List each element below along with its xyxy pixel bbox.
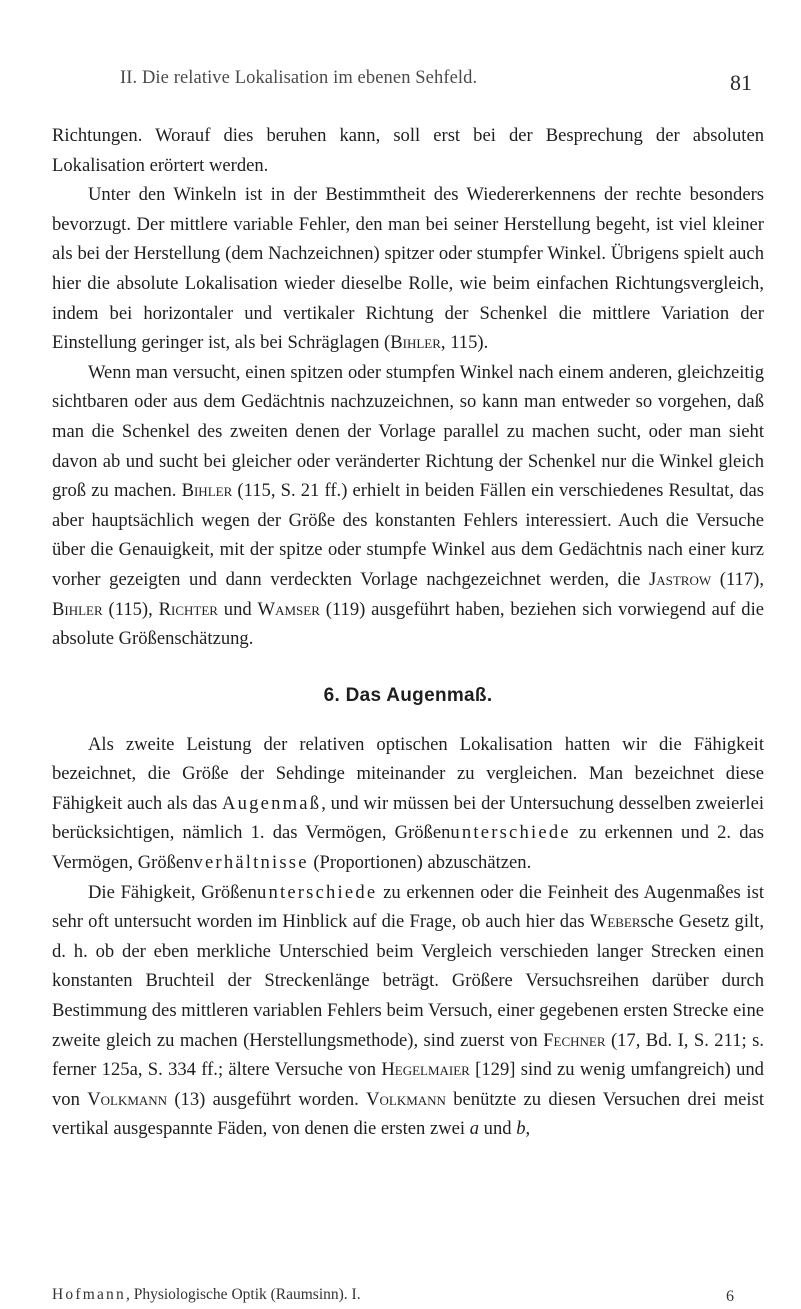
paragraph-angle-precision: Unter den Winkeln ist in der Bestimmtheit des Wiedererkennens der rechte besonders bevorzugt. Der mittlere variable Fehler, den man bei seiner Herstellung begeht, ist viel kleiner als bei der Herstellung (dem Nachzeichnen) spitzer oder stumpfer Winkel. Übrigens spielt auch hier die absolute Lokalisation wieder dieselbe Rolle, wie beim einfachen Richtungsvergleich, indem bei horizontaler und vertikaler Richtung der Schenkel die mittlere Variation der Einstellung geringer ist, als bei Schräglagen (Bihler, 115). — [52, 184, 764, 354]
author-name: Volkmann — [87, 1088, 168, 1110]
footer-citation — [52, 1286, 361, 1304]
page-footer — [52, 1286, 764, 1308]
paragraph-continuation: Richtungen. Worauf dies beruhen kann, soll erst bei der Besprechung der absoluten Lokalisation erörtert werden. — [52, 125, 764, 176]
spaced-term: Augenmaß — [222, 792, 322, 814]
variable-b: b — [516, 1118, 526, 1140]
spaced-term: unterschiede — [450, 822, 571, 844]
author-name: Hegelmaier — [381, 1059, 470, 1081]
paragraph-weber-law: Die Fähigkeit, Größenunterschiede zu erkennen oder die Feinheit des Augenmaßes ist sehr oft untersucht worden im Hinblick auf die Frage, ob auch hier das Webersche Gesetz gilt, d. h. ob der eben merkliche Unterschied beim Vergleich verschieden langer Strecken einen konstanten Bruchteil der Streckenlänge beträgt. Größere Versuchsreihen darüber durch Bestimmung des mittleren variablen Fehlers beim Versuch, einer gegebenen ersten Strecke eine zweite gleich zu machen (Herstellungsmethode), sind zuerst von Fechner (17, Bd. I, S. 211; s. ferner 125a, S. 334 ff.; ältere Versuche von Hegelmaier [129] sind zu wenig umfangreich) und von Volkmann (13) ausgeführt worden. Volkmann benützte zu diesen Versuchen drei meist vertikal ausgespannte Fäden, von denen die ersten zwei a und b, — [52, 881, 764, 1140]
page-number: 81 — [730, 70, 752, 95]
running-title: II. Die relative Lokalisation im ebenen Sehfeld. — [120, 68, 478, 88]
signature-mark: 6 — [726, 1288, 734, 1305]
author-name: Jastrow — [648, 568, 712, 590]
paragraph-augenmass-intro: Als zweite Leistung der relativen optischen Lokalisation hatten wir die Fähigkeit bezeichnet, die Größe der Sehdinge miteinander zu vergleichen. Man bezeichnet diese Fähigkeit auch als das Augenmaß, und wir müssen bei der Untersuchung desselben zweierlei berücksichtigen, nämlich 1. das Vermögen, Größenunterschiede zu erkennen und 2. das Vermögen, Größenverhältnisse (Proportionen) abzuschätzen. — [52, 733, 764, 874]
author-name: Fechner — [543, 1029, 606, 1051]
author-name: Richter — [158, 598, 218, 620]
page-body — [52, 121, 764, 1144]
author-name: Bihler — [390, 332, 441, 354]
running-head — [52, 66, 764, 100]
author-name: Wamser — [257, 598, 320, 620]
footer-source: , Physiologische Optik (Raumsinn). I. — [125, 1286, 361, 1303]
author-name: Volkmann — [366, 1088, 446, 1110]
variable-a: a — [469, 1118, 479, 1140]
author-name: Bihler — [52, 598, 103, 620]
author-name: Weber — [589, 911, 641, 933]
section-heading: 6. Das Augenmaß. — [323, 684, 493, 706]
spaced-term: unterschiede — [256, 881, 378, 903]
paragraph-angle-drawing: Wenn man versucht, einen spitzen oder stumpfen Winkel nach einem anderen, gleichzeitig sichtbaren oder aus dem Gedächtnis nachzuzeichnen, so kann man entweder so vorgehen, daß man die Schenkel des zweiten denen der Vorlage parallel zu machen sucht, oder man sieht davon ab und sucht bei gleicher oder veränderter Richtung der Schenkel nur die Winkel gleich groß zu machen. Bihler (115, S. 21 ff.) erhielt in beiden Fällen ein verschiedenes Resultat, das aber hauptsächlich wegen der Größe des konstanten Fehlers interessiert. Auch die Versuche über die Genauigkeit, mit der spitze oder stumpfe Winkel aus dem Gedächtnis nach einer kurz vorher gezeigten und dann verdeckten Vorlage nachgezeichnet werden, die Jastrow (117), Bihler (115), Richter und Wamser (119) ausgeführt haben, beziehen sich vorwiegend auf die absolute Größenschätzung. — [52, 361, 765, 650]
author-name: Bihler — [181, 480, 233, 502]
spaced-term: verhältnisse — [193, 852, 309, 874]
footer-author: Hofmann — [52, 1286, 126, 1303]
